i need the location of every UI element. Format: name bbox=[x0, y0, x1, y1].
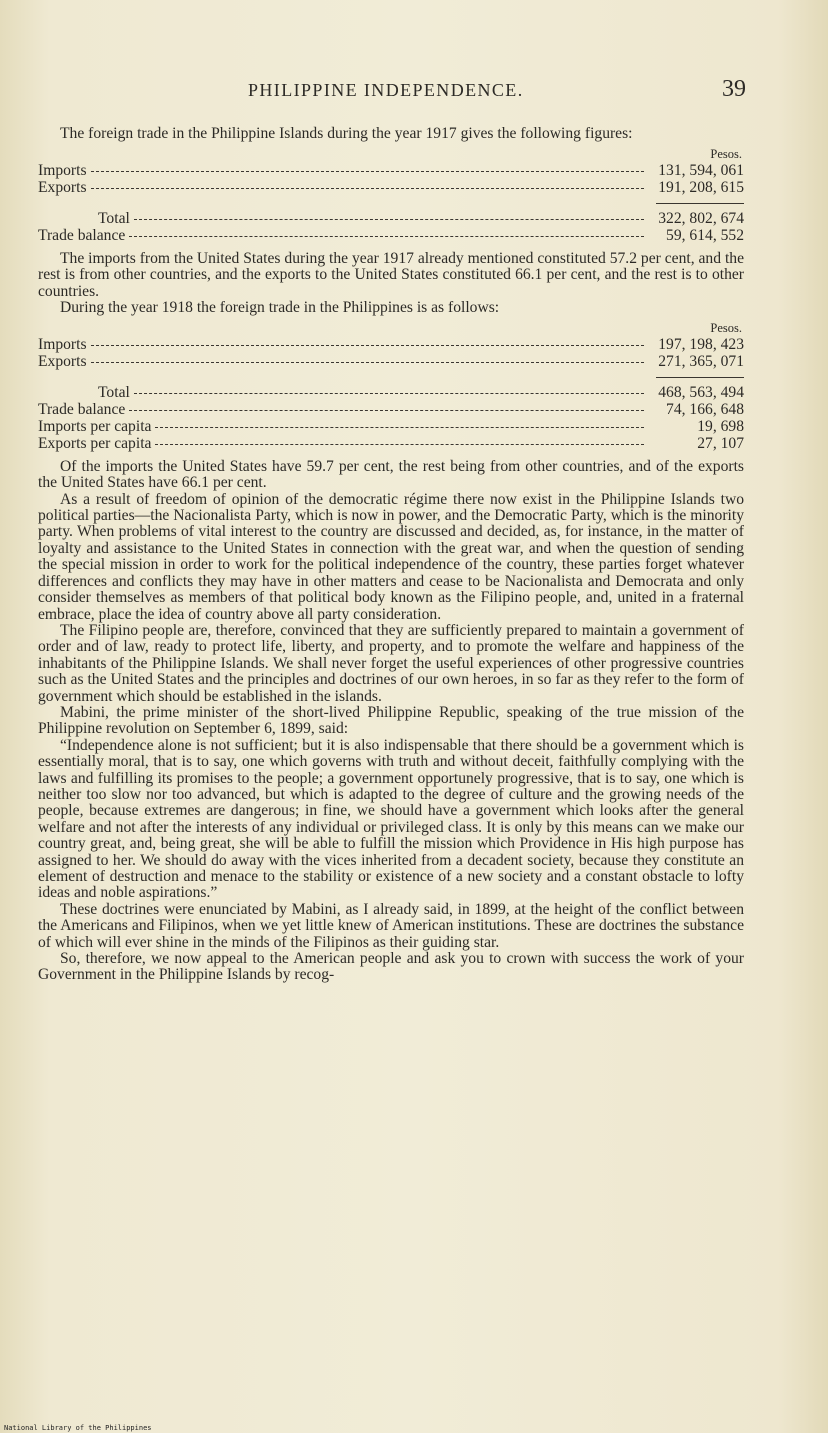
row-label: Imports bbox=[38, 161, 87, 179]
row-label: Imports per capita bbox=[38, 417, 152, 435]
row-label: Imports bbox=[38, 335, 87, 353]
page-header bbox=[0, 76, 828, 106]
row-label: Total bbox=[98, 383, 130, 401]
paragraph-import-shares-1917: The imports from the United States during the year 1917 already mentioned constituted 57.2 per cent, and the rest is from other countries, and the exports to the United States constituted 66.1 per cent, and the rest is to other countries. bbox=[38, 249, 744, 300]
row-label: Trade balance bbox=[38, 400, 126, 418]
paragraph-mabini-quote: “Independence alone is not sufficient; but it is also indispensable that there should be a government which is essentially moral, that is to say, one which governs with truth and without deceit, faithfully complying with the laws and fulfilling its promises to the people; a government opportunely progressive, that is to say, one which is neither too slow nor too advanced, but which is adapted to the degree of culture and the growing needs of the people, because extremes are dangerous; in fine, we should have a government which looks after the general welfare and not after the interests of any individual or privileged class. It is only by this means can we make our country great, and, being great, she will be able to fulfill the mission which Providence in His high purpose has assigned to her. We should do away with the vices inherited from a decadent society, because they constitute an element of destruction and menace to the stability or existence of a new society and a constant obstacle to lofty ideas and noble aspirations.” bbox=[38, 736, 744, 902]
dot-leader bbox=[91, 187, 644, 189]
dot-leader bbox=[134, 218, 644, 220]
currency-unit-header: Pesos. bbox=[710, 321, 742, 336]
page-body bbox=[38, 126, 744, 984]
trade-table-1918 bbox=[38, 320, 744, 452]
table-row-trade-balance bbox=[38, 402, 744, 419]
table-row-imports bbox=[38, 163, 744, 180]
row-value: 322, 802, 674 bbox=[658, 209, 744, 227]
table-row-trade-balance bbox=[38, 228, 744, 245]
row-value: 271, 365, 071 bbox=[658, 352, 744, 370]
dot-leader bbox=[91, 344, 644, 346]
sum-rule bbox=[38, 371, 744, 381]
sum-rule bbox=[38, 197, 744, 207]
paragraph-mabini-intro: Mabini, the prime minister of the short-lived Philippine Republic, speaking of the true mission of the Philippine revolution on September 6, 1899, said: bbox=[38, 703, 744, 738]
dot-leader bbox=[134, 392, 644, 394]
row-value: 27, 107 bbox=[697, 434, 744, 452]
table-row-exports bbox=[38, 354, 744, 371]
row-value: 74, 166, 648 bbox=[666, 400, 744, 418]
dot-leader bbox=[155, 426, 644, 428]
row-value: 197, 198, 423 bbox=[658, 335, 744, 353]
row-value: 19, 698 bbox=[697, 417, 744, 435]
row-label: Trade balance bbox=[38, 226, 126, 244]
paragraph-trade-1918-intro: During the year 1918 the foreign trade in the Philippines is as follows: bbox=[60, 299, 500, 317]
row-label: Exports bbox=[38, 178, 87, 196]
table-row-imports-per-capita bbox=[38, 419, 744, 436]
row-value: 131, 594, 061 bbox=[658, 161, 744, 179]
row-value: 59, 614, 552 bbox=[666, 226, 744, 244]
dot-leader bbox=[129, 235, 644, 237]
paragraph-import-shares-1918: Of the imports the United States have 59.7 per cent, the rest being from other countries, and of the exports the United States have 66.1 per cent. bbox=[38, 457, 744, 492]
dot-leader bbox=[91, 361, 644, 363]
row-label: Exports per capita bbox=[38, 434, 152, 452]
library-credit: National Library of the Philippines bbox=[4, 1424, 152, 1432]
table-row-exports bbox=[38, 180, 744, 197]
currency-unit-header: Pesos. bbox=[710, 147, 742, 162]
paragraph-appeal: So, therefore, we now appeal to the American people and ask you to crown with success the work of your Government in the Philippine Islands by recog- bbox=[38, 950, 744, 984]
row-label: Exports bbox=[38, 352, 87, 370]
page-number: 39 bbox=[722, 76, 746, 102]
dot-leader bbox=[155, 443, 644, 445]
table-row-total bbox=[38, 211, 744, 228]
row-value: 468, 563, 494 bbox=[658, 383, 744, 401]
paragraph-mabini-doctrines: These doctrines were enunciated by Mabini, as I already said, in 1899, at the height of the conflict between the Americans and Filipinos, when we yet little knew of American institutions. These are doctrines the substance of which will ever shine in the minds of the Filipinos as their guiding star. bbox=[38, 900, 744, 951]
paragraph-political-parties: As a result of freedom of opinion of the democratic régime there now exist in the Philippine Islands two political parties—the Nacionalista Party, which is now in power, and the Democratic Party, which is the minority party. When problems of vital interest to the country are discussed and decided, as, for instance, in the matter of loyalty and assistance to the United States in connection with the great war, and when the question of sending the special mission in order to work for the political independence of the country, these parties forget whatever differences and conflicts they may have in other matters and cease to be Nacionalista and Democrata and only consider themselves as members of that political body known as the Filipino people, and, united in a fraternal embrace, place the idea of country above all party consideration. bbox=[38, 490, 744, 623]
trade-table-1917 bbox=[38, 146, 744, 244]
running-title: PHILIPPINE INDEPENDENCE. bbox=[248, 80, 524, 100]
row-value: 191, 208, 615 bbox=[658, 178, 744, 196]
dot-leader bbox=[91, 170, 644, 172]
row-label: Total bbox=[98, 209, 130, 227]
paragraph-filipino-readiness: The Filipino people are, therefore, convinced that they are sufficiently prepared to maintain a government of order and of law, ready to protect life, liberty, and property, and to promote the welfare and happiness of the inhabitants of the Philippine Islands. We shall never forget the useful experiences of other progressive countries such as the United States and the principles and doctrines of our own heroes, in so far as they refer to the form of government which should be established in the islands. bbox=[38, 621, 744, 705]
table-row-imports bbox=[38, 337, 744, 354]
paragraph-trade-1917-intro: The foreign trade in the Philippine Islands during the year 1917 gives the following figures: bbox=[60, 125, 633, 142]
dot-leader bbox=[129, 409, 644, 411]
table-row-total bbox=[38, 385, 744, 402]
table-row-exports-per-capita bbox=[38, 436, 744, 453]
